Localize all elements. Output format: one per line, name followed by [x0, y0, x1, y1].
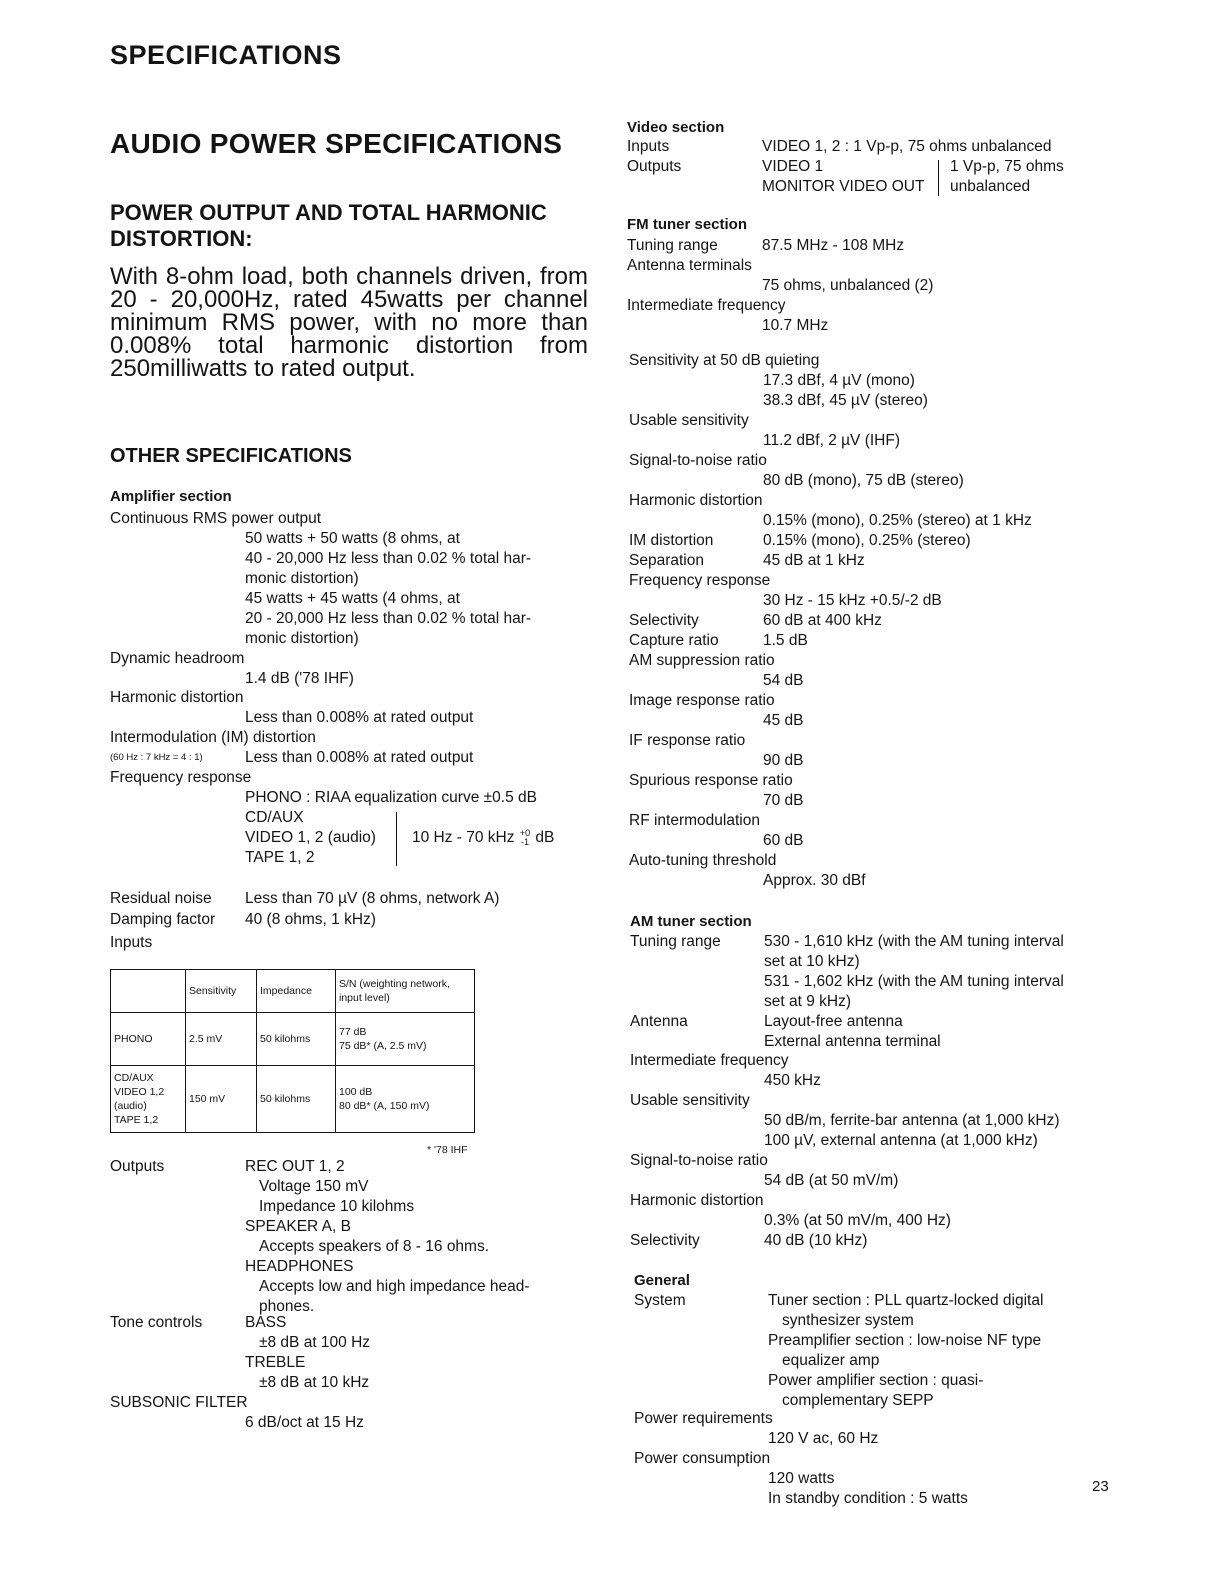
power-heading-line1: POWER OUTPUT AND TOTAL HARMONIC — [110, 200, 547, 225]
spec-label: Separation — [629, 552, 704, 569]
spec-value: 90 dB — [763, 752, 804, 769]
fr-unit: dB — [535, 829, 555, 846]
frequency-response-inputs — [245, 808, 376, 868]
spec-value: 450 kHz — [764, 1072, 821, 1089]
fm-tuning-range — [627, 236, 933, 256]
spec-label: Auto-tuning threshold — [629, 852, 777, 869]
spec-line: Preamplifier section : low-noise NF type — [768, 1332, 1042, 1349]
spec-line: Accepts speakers of 8 - 16 ohms. — [259, 1238, 490, 1255]
continuous-power-values — [245, 529, 531, 649]
input-name-line: CD/AUX — [114, 1072, 154, 1084]
spec-line: 20 - 20,000 Hz less than 0.02 % total har- — [245, 610, 532, 627]
video-inputs-value: VIDEO 1, 2 : 1 Vp-p, 75 ohms unbalanced — [762, 138, 1052, 155]
input-name-line: TAPE 1,2 — [114, 1114, 159, 1126]
video-inputs-label: Inputs — [627, 138, 670, 155]
damping-factor-value: 40 (8 ohms, 1 kHz) — [245, 911, 376, 928]
frequency-response-label: Frequency response — [110, 769, 252, 786]
table-cell: 50 kilohms — [257, 1066, 336, 1133]
spec-line: BASS — [245, 1314, 287, 1331]
table-row — [111, 1013, 475, 1066]
spec-label: Intermediate frequency — [630, 1052, 789, 1069]
fm-capture-ratio — [629, 631, 1032, 651]
other-specifications-heading: OTHER SPECIFICATIONS — [110, 445, 352, 467]
video-outputs-names — [762, 157, 924, 197]
outputs-label: Outputs — [110, 1158, 165, 1175]
spec-value: 1.5 dB — [763, 632, 808, 649]
spec-label: Harmonic distortion — [630, 1192, 764, 1209]
harmonic-distortion-label: Harmonic distortion — [110, 689, 244, 706]
residual-noise-value: Less than 70 µV (8 ohms, network A) — [245, 890, 500, 907]
table-cell: 50 kilohms — [257, 1013, 336, 1066]
spec-line: ±8 dB at 100 Hz — [259, 1334, 371, 1351]
video-outputs-value — [950, 157, 1064, 197]
spec-label: Tuning range — [627, 237, 718, 254]
spec-line: TREBLE — [245, 1354, 306, 1371]
spec-label: Power consumption — [634, 1450, 771, 1467]
spec-label: Harmonic distortion — [629, 492, 763, 509]
page-number: 23 — [1092, 1478, 1109, 1495]
spec-line: Impedance 10 kilohms — [259, 1198, 415, 1215]
table-row — [111, 1066, 475, 1133]
am-tuning-range-label: Tuning range — [630, 933, 721, 950]
spec-label: Signal-to-noise ratio — [629, 452, 767, 469]
spec-value: 120 watts — [768, 1470, 835, 1487]
spec-line: unbalanced — [950, 178, 1031, 195]
table-header-cell: S/N (weighting network, input level) — [336, 970, 475, 1013]
input-name-line: (audio) — [114, 1100, 147, 1112]
amplifier-section-heading: Amplifier section — [110, 488, 232, 505]
spec-value: Approx. 30 dBf — [763, 872, 866, 889]
subsonic-filter-label: SUBSONIC FILTER — [110, 1394, 248, 1411]
damping-factor-label: Damping factor — [110, 911, 216, 928]
system-values — [768, 1291, 1043, 1411]
spec-line: VIDEO 1, 2 (audio) — [245, 829, 376, 846]
video-outputs-label: Outputs — [627, 158, 682, 175]
am-antenna-label: Antenna — [630, 1013, 688, 1030]
dynamic-headroom-label: Dynamic headroom — [110, 650, 245, 667]
spec-label: Usable sensitivity — [630, 1092, 750, 1109]
tone-controls-label: Tone controls — [110, 1314, 203, 1331]
spec-value: 10.7 MHz — [762, 317, 829, 334]
im-distortion-label: Intermodulation (IM) distortion — [110, 729, 316, 746]
spec-value: In standby condition : 5 watts — [768, 1490, 968, 1507]
audio-power-heading: AUDIO POWER SPECIFICATIONS — [110, 128, 563, 159]
table-header-cell — [111, 970, 186, 1013]
power-spec-list — [634, 1409, 968, 1509]
spec-line: monic distortion) — [245, 570, 359, 587]
spec-value: 120 V ac, 60 Hz — [768, 1430, 879, 1447]
frequency-response-phono: PHONO : RIAA equalization curve ±0.5 dB — [245, 789, 537, 806]
spec-line: 1 Vp-p, 75 ohms — [950, 158, 1064, 175]
spec-line: synthesizer system — [782, 1312, 914, 1329]
spec-line: ±8 dB at 10 kHz — [259, 1374, 370, 1391]
spec-value: 50 dB/m, ferrite-bar antenna (at 1,000 kHz) — [764, 1112, 1060, 1129]
spec-label: Usable sensitivity — [629, 412, 749, 429]
power-output-heading — [110, 200, 600, 252]
spec-value: 17.3 dBf, 4 µV (mono) — [763, 372, 915, 389]
spec-value: 11.2 dBf, 2 µV (IHF) — [763, 432, 900, 449]
spec-label: Spurious response ratio — [629, 772, 793, 789]
table-cell: PHONO — [111, 1013, 186, 1066]
sn-line: 80 dB* (A, 150 mV) — [339, 1100, 430, 1112]
spec-line: set at 9 kHz) — [764, 993, 851, 1010]
spec-label: Signal-to-noise ratio — [630, 1152, 768, 1169]
spec-label: RF intermodulation — [629, 812, 760, 829]
spec-line: CD/AUX — [245, 809, 304, 826]
am-spec-list — [630, 1051, 1060, 1251]
fm-selectivity — [629, 611, 1032, 631]
residual-noise-label: Residual noise — [110, 890, 212, 907]
spec-line: REC OUT 1, 2 — [245, 1158, 345, 1175]
video-section-heading: Video section — [627, 119, 725, 136]
input-name-line: VIDEO 1,2 — [114, 1086, 165, 1098]
dynamic-headroom-value: 1.4 dB ('78 IHF) — [245, 670, 354, 687]
spec-line: 40 - 20,000 Hz less than 0.02 % total har- — [245, 550, 532, 567]
am-section-heading: AM tuner section — [630, 913, 752, 930]
spec-value: 45 dB — [763, 712, 804, 729]
spec-line: External antenna terminal — [764, 1033, 941, 1050]
am-antenna-values — [764, 1012, 941, 1052]
spec-value: 70 dB — [763, 792, 804, 809]
spec-line: TAPE 1, 2 — [245, 849, 315, 866]
input-sensitivity-table — [110, 969, 475, 1133]
im-distortion-ratio: (60 Hz : 7 kHz = 4 : 1) — [110, 752, 203, 763]
spec-line: 50 watts + 50 watts (8 ohms, at — [245, 530, 460, 547]
fm-section-heading: FM tuner section — [627, 216, 748, 233]
spec-line: SPEAKER A, B — [245, 1218, 351, 1235]
spec-line: set at 10 kHz) — [764, 953, 860, 970]
spec-label: Selectivity — [629, 612, 699, 629]
spec-value: 60 dB — [763, 832, 804, 849]
spec-label: Image response ratio — [629, 692, 775, 709]
spec-line: 45 watts + 45 watts (4 ohms, at — [245, 590, 460, 607]
frequency-response-range — [412, 828, 554, 848]
power-heading-line2: DISTORTION: — [110, 226, 253, 251]
am-selectivity — [630, 1231, 1060, 1251]
spec-line: Power amplifier section : quasi- — [768, 1372, 984, 1389]
spec-line: Voltage 150 mV — [259, 1178, 369, 1195]
fm-separation — [629, 551, 1032, 571]
spec-value: 0.15% (mono), 0.25% (stereo) at 1 kHz — [763, 512, 1032, 529]
sn-line: 77 dB — [339, 1026, 367, 1038]
spec-line: monic distortion) — [245, 630, 359, 647]
spec-line: Layout-free antenna — [764, 1013, 903, 1030]
am-tuning-range-values — [764, 932, 1064, 1012]
spec-label: Power requirements — [634, 1410, 773, 1427]
table-cell — [336, 1013, 475, 1066]
fr-tol-minus: -1 — [520, 836, 529, 847]
spec-value: 0.3% (at 50 mV/m, 400 Hz) — [764, 1212, 951, 1229]
spec-label: Selectivity — [630, 1232, 700, 1249]
general-section-heading: General — [634, 1272, 690, 1289]
spec-label: IF response ratio — [629, 732, 746, 749]
spec-line: Accepts low and high impedance head- — [259, 1278, 530, 1295]
spec-label: Frequency response — [629, 572, 771, 589]
spec-label: IM distortion — [629, 532, 714, 549]
spec-label: Antenna terminals — [627, 257, 752, 274]
outputs-values — [245, 1157, 530, 1317]
spec-value: 87.5 MHz - 108 MHz — [762, 237, 905, 254]
spec-label: Sensitivity at 50 dB quieting — [629, 352, 820, 369]
system-label: System — [634, 1292, 686, 1309]
table-cell: 2.5 mV — [186, 1013, 257, 1066]
spec-label: Capture ratio — [629, 632, 719, 649]
fm-spec-list-2 — [629, 351, 1032, 891]
spec-value: 40 dB (10 kHz) — [764, 1232, 868, 1249]
page-title: SPECIFICATIONS — [110, 40, 342, 70]
spec-line: phones. — [259, 1298, 315, 1315]
inputs-label: Inputs — [110, 934, 153, 951]
spec-line: complementary SEPP — [782, 1392, 934, 1409]
fr-range-text: 10 Hz - 70 kHz — [412, 829, 515, 846]
table-header-row — [111, 970, 475, 1013]
fm-spec-list — [627, 236, 933, 336]
spec-value: 80 dB (mono), 75 dB (stereo) — [763, 472, 964, 489]
spec-label: Intermediate frequency — [627, 297, 786, 314]
table-cell — [111, 1066, 186, 1133]
spec-value: 0.15% (mono), 0.25% (stereo) — [763, 532, 971, 549]
table-header-cell: Impedance — [257, 970, 336, 1013]
fr-tolerance — [520, 829, 530, 847]
spec-line: 530 - 1,610 kHz (with the AM tuning interval — [764, 933, 1064, 950]
table-cell: 150 mV — [186, 1066, 257, 1133]
spec-line: equalizer amp — [782, 1352, 880, 1369]
table-header-cell: Sensitivity — [186, 970, 257, 1013]
table-footnote: * '78 IHF — [427, 1144, 468, 1156]
fr-tol-plus: +0 — [519, 827, 531, 838]
spec-value: 60 dB at 400 kHz — [763, 612, 882, 629]
brace-divider — [396, 812, 397, 866]
spec-line: VIDEO 1 — [762, 158, 824, 175]
table-cell — [336, 1066, 475, 1133]
continuous-power-label: Continuous RMS power output — [110, 510, 322, 527]
power-lead-paragraph: With 8-ohm load, both channels driven, from 20 - 20,000Hz, rated 45watts per channel minimum RMS power, with no more than 0.008% total harmonic distortion from 250milliwatts to rated output. — [110, 263, 588, 382]
sn-line: 75 dB* (A, 2.5 mV) — [339, 1040, 427, 1052]
spec-value: 30 Hz - 15 kHz +0.5/-2 dB — [763, 592, 942, 609]
spec-value: 54 dB (at 50 mV/m) — [764, 1172, 899, 1189]
harmonic-distortion-value: Less than 0.008% at rated output — [245, 709, 474, 726]
spec-line: 531 - 1,602 kHz (with the AM tuning interval — [764, 973, 1064, 990]
tone-controls-values — [245, 1313, 370, 1393]
spec-value: 45 dB at 1 kHz — [763, 552, 865, 569]
spec-label: AM suppression ratio — [629, 652, 775, 669]
spec-line: MONITOR VIDEO OUT — [762, 178, 925, 195]
spec-line: HEADPHONES — [245, 1258, 354, 1275]
spec-value: 75 ohms, unbalanced (2) — [762, 277, 934, 294]
spec-value: 100 µV, external antenna (at 1,000 kHz) — [764, 1132, 1038, 1149]
spec-value: 38.3 dBf, 45 µV (stereo) — [763, 392, 928, 409]
spec-line: Tuner section : PLL quartz-locked digital — [768, 1292, 1044, 1309]
subsonic-filter-value: 6 dB/oct at 15 Hz — [245, 1414, 364, 1431]
fm-im-distortion — [629, 531, 1032, 551]
sn-line: 100 dB — [339, 1086, 373, 1098]
brace-divider — [938, 160, 939, 196]
im-distortion-value: Less than 0.008% at rated output — [245, 749, 474, 766]
spec-value: 54 dB — [763, 672, 804, 689]
